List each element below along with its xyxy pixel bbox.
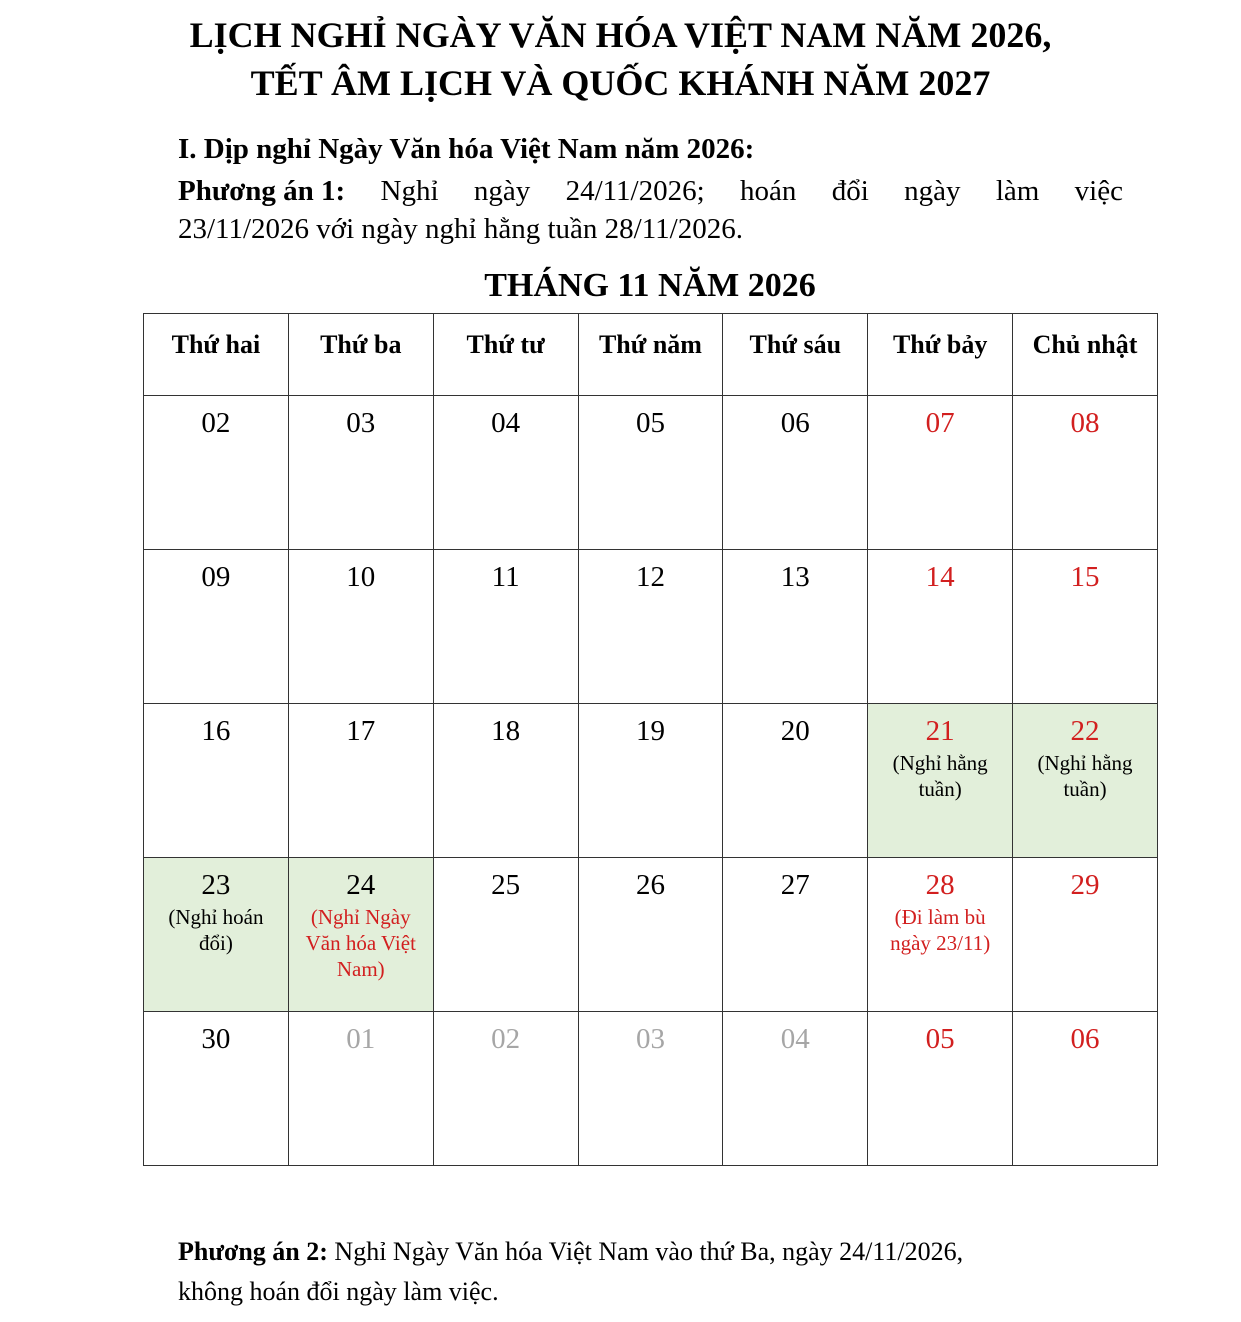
calendar-week-row — [144, 550, 1158, 704]
day-number: 29 — [1070, 869, 1100, 901]
calendar-day-cell — [868, 704, 1013, 858]
calendar-day-cell — [1013, 1012, 1158, 1166]
day-number: 26 — [635, 869, 665, 901]
option-1-word: 24/11/2026; — [565, 175, 705, 207]
calendar-day-cell — [1013, 704, 1158, 858]
option-1-paragraph — [178, 172, 1123, 248]
option-2-label: Phương án 2: — [178, 1237, 328, 1266]
weekday-header: Thứ hai — [144, 314, 289, 396]
day-number: 17 — [346, 715, 376, 747]
weekday-header: Thứ tư — [433, 314, 578, 396]
calendar-week-row — [144, 858, 1158, 1012]
day-number: 24 — [346, 869, 376, 901]
calendar-day-cell — [433, 550, 578, 704]
weekday-header-row — [144, 314, 1158, 396]
calendar-day-cell — [144, 858, 289, 1012]
weekday-header: Thứ sáu — [723, 314, 868, 396]
calendar-day-cell — [433, 704, 578, 858]
option-1-word: ngày — [904, 175, 961, 207]
calendar-day-cell — [868, 550, 1013, 704]
calendar-day-cell — [433, 1012, 578, 1166]
day-number: 30 — [201, 1023, 231, 1055]
november-2026-calendar — [143, 313, 1158, 1166]
calendar-day-cell — [144, 550, 289, 704]
calendar-day-cell — [288, 396, 433, 550]
weekday-header: Chủ nhật — [1013, 314, 1158, 396]
day-note: (Nghỉ hoán đổi) — [168, 905, 264, 955]
calendar-day-cell — [723, 396, 868, 550]
day-note: (Đi làm bù ngày 23/11) — [890, 905, 991, 955]
day-number: 06 — [1070, 1023, 1100, 1055]
day-number: 09 — [201, 561, 231, 593]
calendar-day-cell — [868, 858, 1013, 1012]
calendar-day-cell — [578, 704, 723, 858]
day-number: 03 — [635, 1023, 665, 1055]
day-number: 07 — [925, 407, 955, 439]
calendar-day-cell — [868, 1012, 1013, 1166]
calendar-day-cell — [723, 550, 868, 704]
day-number: 21 — [925, 715, 955, 747]
day-number: 25 — [491, 869, 521, 901]
day-note: (Nghỉ Ngày Văn hóa Việt Nam) — [305, 905, 416, 981]
calendar-title: THÁNG 11 NĂM 2026 — [484, 267, 816, 304]
calendar-day-cell — [433, 396, 578, 550]
calendar-day-cell — [433, 858, 578, 1012]
day-number: 04 — [780, 1023, 810, 1055]
calendar-day-cell — [288, 704, 433, 858]
day-number: 04 — [491, 407, 521, 439]
document-title-line-2: TẾT ÂM LỊCH VÀ QUỐC KHÁNH NĂM 2027 — [250, 63, 991, 103]
calendar-day-cell — [288, 550, 433, 704]
day-number: 14 — [925, 561, 955, 593]
weekday-header: Thứ năm — [578, 314, 723, 396]
option-1-word: đổi — [831, 175, 869, 207]
option-1-word: ngày — [473, 175, 531, 207]
option-1-word: việc — [1074, 175, 1123, 207]
option-2-paragraph — [178, 1232, 1138, 1312]
calendar-day-cell — [1013, 396, 1158, 550]
day-number: 22 — [1070, 715, 1100, 747]
option-1-label: Phương án 1: — [178, 175, 346, 207]
calendar-day-cell — [578, 550, 723, 704]
calendar-day-cell — [723, 704, 868, 858]
day-number: 20 — [780, 715, 810, 747]
option-1-word: làm — [995, 175, 1040, 207]
day-number: 05 — [925, 1023, 955, 1055]
day-number: 02 — [491, 1023, 521, 1055]
calendar-body — [144, 396, 1158, 1166]
day-number: 10 — [346, 561, 376, 593]
calendar-day-cell — [1013, 550, 1158, 704]
calendar-day-cell — [868, 396, 1013, 550]
option-1-line-1 — [178, 172, 1123, 210]
calendar-day-cell — [288, 858, 433, 1012]
day-number: 12 — [635, 561, 665, 593]
calendar-day-cell — [723, 1012, 868, 1166]
day-number: 28 — [925, 869, 955, 901]
day-number: 02 — [201, 407, 231, 439]
day-number: 13 — [780, 561, 810, 593]
option-2-line-2: không hoán đổi ngày làm việc. — [178, 1277, 499, 1306]
day-number: 06 — [780, 407, 810, 439]
document-title-line-1: LỊCH NGHỈ NGÀY VĂN HÓA VIỆT NAM NĂM 2026, — [189, 15, 1052, 55]
calendar-week-row — [144, 704, 1158, 858]
day-number: 16 — [201, 715, 231, 747]
calendar-day-cell — [723, 858, 868, 1012]
option-2-text: Nghỉ Ngày Văn hóa Việt Nam vào thứ Ba, ngày 24/11/2026, — [334, 1237, 964, 1266]
calendar-day-cell — [578, 396, 723, 550]
day-number: 03 — [346, 407, 376, 439]
calendar-day-cell — [288, 1012, 433, 1166]
option-1-word: hoán — [740, 175, 797, 207]
calendar-day-cell — [144, 704, 289, 858]
section-1-heading: I. Dịp nghỉ Ngày Văn hóa Việt Nam năm 2026: — [178, 133, 755, 165]
calendar-week-row — [144, 396, 1158, 550]
option-1-word: Nghỉ — [380, 175, 439, 207]
calendar-day-cell — [578, 858, 723, 1012]
day-number: 23 — [201, 869, 231, 901]
weekday-header: Thứ ba — [288, 314, 433, 396]
day-number: 05 — [635, 407, 665, 439]
calendar-day-cell — [144, 1012, 289, 1166]
day-note: (Nghỉ hằng tuần) — [892, 751, 988, 801]
calendar-day-cell — [578, 1012, 723, 1166]
calendar-day-cell — [144, 396, 289, 550]
weekday-header: Thứ bảy — [868, 314, 1013, 396]
day-number: 08 — [1070, 407, 1100, 439]
day-note: (Nghỉ hằng tuần) — [1037, 751, 1133, 801]
calendar-day-cell — [1013, 858, 1158, 1012]
day-number: 19 — [635, 715, 665, 747]
day-number: 18 — [491, 715, 521, 747]
day-number: 01 — [346, 1023, 376, 1055]
calendar-week-row — [144, 1012, 1158, 1166]
day-number: 11 — [491, 561, 520, 593]
day-number: 15 — [1070, 561, 1100, 593]
day-number: 27 — [780, 869, 810, 901]
option-1-line-2: 23/11/2026 với ngày nghỉ hằng tuần 28/11/2026. — [178, 213, 743, 245]
